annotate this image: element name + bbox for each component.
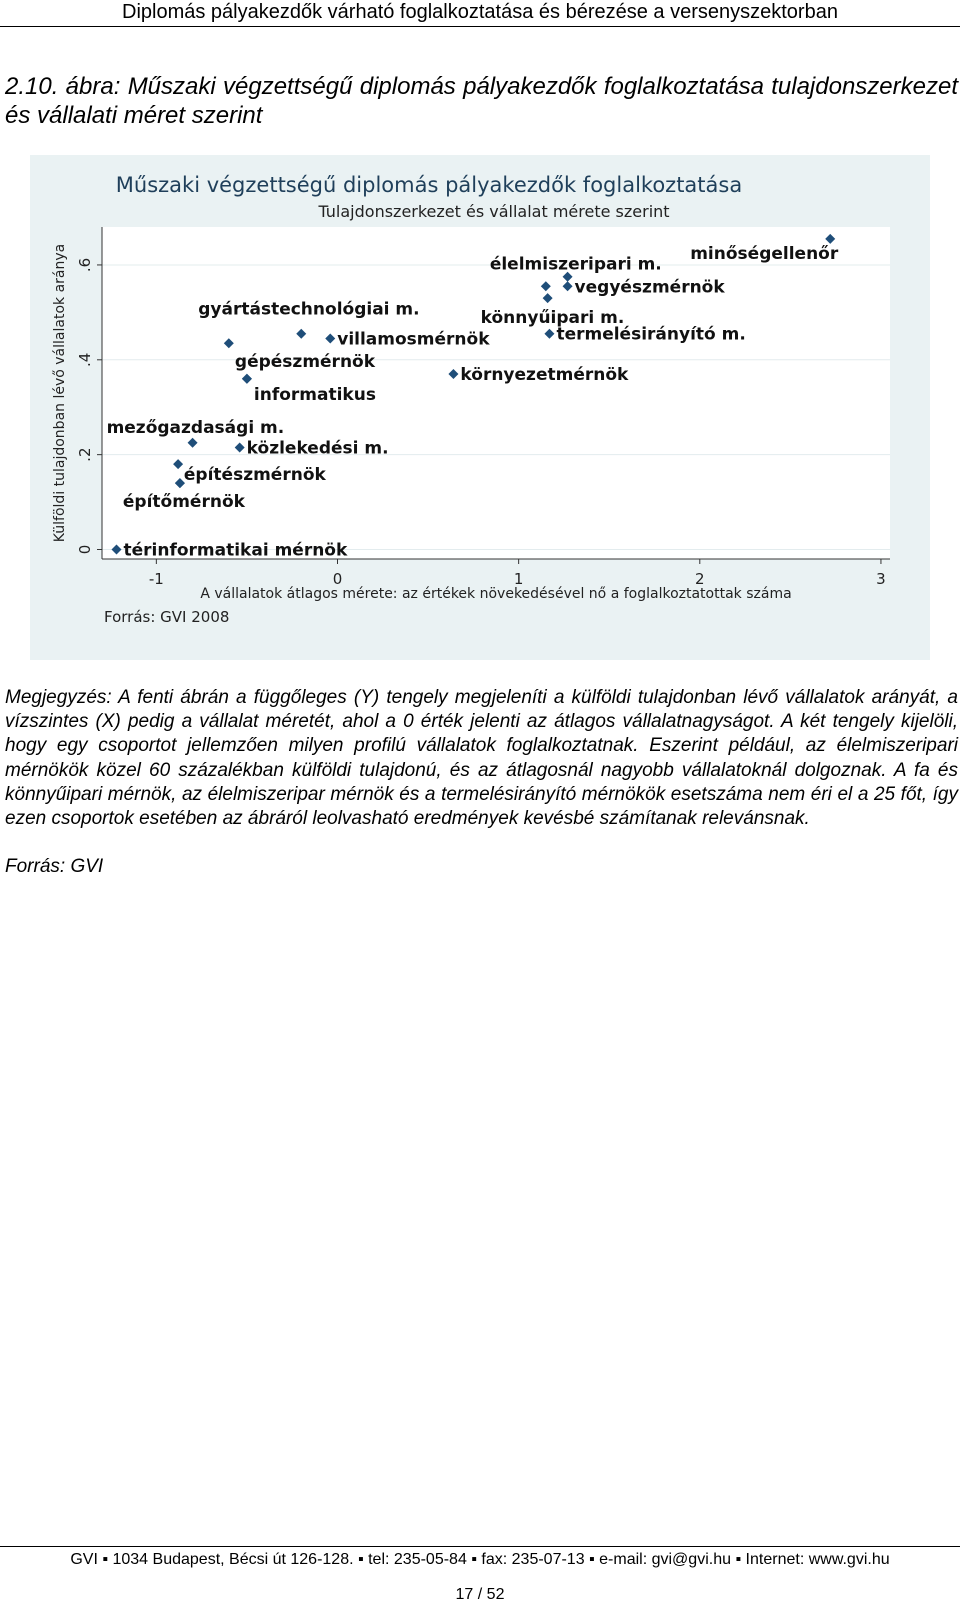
- footer-contact: GVI ▪ 1034 Budapest, Bécsi út 126-128. ▪ tel: 235-05-84 ▪ fax: 235-07-13 ▪ e-mail: gvi@gvi.hu ▪ Internet: www.gvi.hu: [70, 1551, 890, 1568]
- point-label: vegyészmérnök: [574, 277, 725, 298]
- point-label: informatikus: [253, 384, 376, 405]
- point-label: élelmiszeripari m.: [489, 254, 662, 275]
- point-label: építőmérnök: [122, 492, 245, 513]
- chart-subtitle: Tulajdonszerkezet és vállalat mérete szerint: [318, 202, 670, 221]
- point-label: építészmérnök: [183, 465, 326, 486]
- point-label: környezetmérnök: [460, 365, 629, 386]
- chart-title: Műszaki végzettségű diplomás pályakezdők foglalkoztatása: [115, 173, 743, 197]
- footer-divider: [0, 1546, 960, 1547]
- point-label: könnyűipari m.: [480, 308, 625, 329]
- scatter-chart: [30, 155, 930, 660]
- y-tick-label: .2: [76, 447, 94, 462]
- point-label: termelésirányító m.: [556, 324, 746, 345]
- x-tick-label: -1: [148, 570, 164, 588]
- point-label: minőségellenőr: [690, 243, 839, 264]
- page-number: 17 / 52: [455, 1586, 505, 1603]
- x-tick-label: 1: [513, 570, 524, 588]
- point-label: villamosmérnök: [337, 329, 490, 350]
- note-text: Megjegyzés: A fenti ábrán a függőleges (Y) tengely megjeleníti a külföldi tulajdonban lévő vállalatok arányát, a vízszintes (X) pedig a vállalat méretét, ahol a 0 érték jelenti az átlagos vállalatnagyságot. A két tengely kijelöli, hogy egy csoportot jellemzően milyen profilú vállalatok foglalkoztatnak. Eszerint például, az élelmiszeripari mérnökök közel 60 százalékban külföldi tulajdonú, és az átlagosnál nagyobb vállalatoknál dolgoznak. A fa és könnyűipari mérnök, az élelmiszeripar mérnök és a termelésirányító mérnökök esetszáma nem éri el a 25 főt, így ezen csoportok esetében az ábráról leolvasható eredmények kevésbé számítanak relevánsnak.: [5, 687, 958, 830]
- y-tick-label: .4: [76, 352, 94, 367]
- x-axis-label: A vállalatok átlagos mérete: az értékek növekedésével nő a foglalkoztatottak száma: [200, 586, 792, 602]
- chart-frame: [30, 155, 930, 660]
- y-tick-label: .6: [76, 257, 94, 273]
- running-header: Diplomás pályakezdők várható foglalkoztatása és bérezése a versenyszektorban: [0, 0, 960, 27]
- note-source: Forrás: GVI: [5, 856, 104, 877]
- x-tick-label: 3: [876, 570, 886, 588]
- y-axis-label: Külföldi tulajdonban lévő vállalatok aránya: [52, 243, 68, 543]
- point-label: közlekedési m.: [246, 438, 389, 459]
- x-tick-label: 0: [332, 570, 343, 588]
- point-label: gépészmérnök: [234, 351, 376, 372]
- chart-source: Forrás: GVI 2008: [104, 608, 230, 626]
- point-label: gyártástechnológiai m.: [198, 299, 420, 320]
- point-label: mezőgazdasági m.: [106, 417, 285, 438]
- x-tick-label: 2: [695, 570, 705, 588]
- point-label: térinformatikai mérnök: [123, 540, 348, 561]
- y-tick-label: 0: [76, 544, 94, 555]
- figure-caption: 2.10. ábra: Műszaki végzettségű diplomás pályakezdők foglalkoztatása tulajdonszerkezet és vállalati méret szerint: [5, 73, 958, 129]
